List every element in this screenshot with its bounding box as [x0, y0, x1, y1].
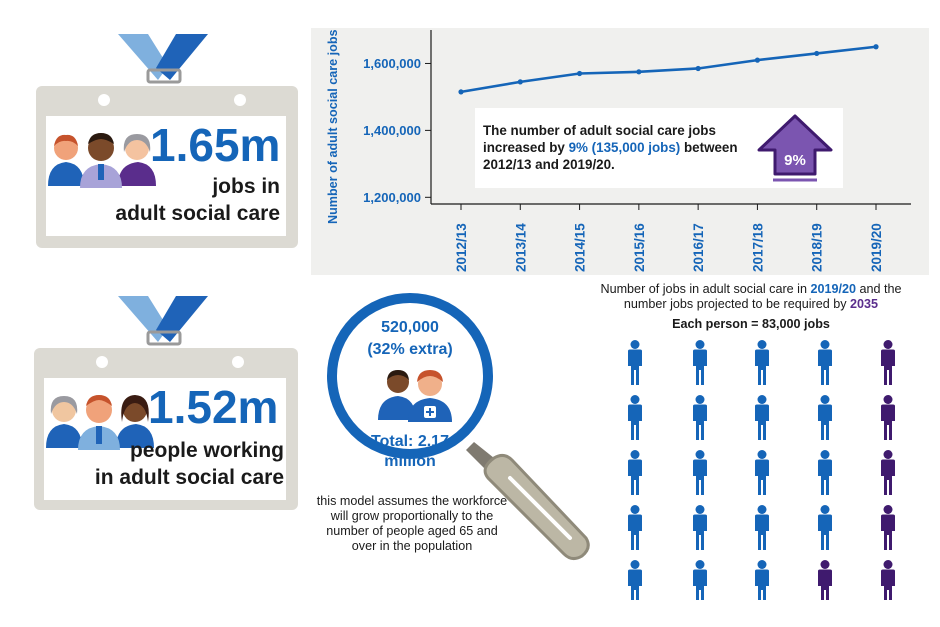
person-icon-projected	[881, 505, 895, 550]
person-head	[696, 340, 705, 349]
jobs-label-line2: adult social care	[115, 202, 280, 225]
person-body	[628, 570, 642, 601]
person-body	[693, 460, 707, 496]
series-line	[461, 47, 876, 92]
person-head	[821, 340, 830, 349]
person-head	[821, 395, 830, 404]
growth-callout	[475, 108, 843, 188]
jobs-label-line1: jobs in	[212, 175, 280, 198]
person-icon-current	[693, 395, 707, 440]
lanyard-icon	[118, 34, 214, 88]
callout-highlight: 9% (135,000 jobs)	[568, 140, 681, 155]
person-head	[821, 450, 830, 459]
x-tick-label: 2015/16	[631, 223, 647, 272]
person-body	[628, 460, 642, 496]
person-icon-projected	[881, 560, 895, 600]
y-tick-label: 1,400,000	[363, 122, 421, 138]
person-icon-current	[755, 450, 769, 495]
data-point	[814, 51, 819, 56]
y-tick-label: 1,200,000	[363, 189, 421, 205]
person-icon-current	[818, 505, 832, 550]
person-body	[818, 405, 832, 441]
person-icon-current	[693, 340, 707, 385]
person-body	[755, 350, 769, 386]
total-line1: Total: 2.17	[371, 433, 449, 450]
y-axis-label: Number of adult social care jobs	[326, 29, 340, 224]
pictogram-year-2035: 2035	[850, 297, 879, 311]
data-point	[577, 71, 582, 76]
person-body	[755, 515, 769, 551]
person-body	[755, 405, 769, 441]
y-tick-label: 1,600,000	[363, 55, 421, 71]
data-point	[696, 66, 701, 71]
callout-text-c: between 2012/13 and 2019/20.	[483, 140, 738, 172]
person-head	[696, 395, 705, 404]
data-point	[458, 89, 463, 94]
person-icon-current	[755, 340, 769, 385]
person-head	[884, 395, 893, 404]
person-head	[631, 560, 640, 569]
projection-note: this model assumes the workforce will grow proportionally to the number of people aged 65 and over in the population	[316, 494, 508, 553]
person-body	[881, 515, 895, 551]
lanyard-icon	[118, 296, 214, 350]
person-head	[758, 505, 767, 514]
extra-jobs-value: 520,000	[381, 319, 439, 336]
person-body	[693, 350, 707, 386]
person-head	[631, 340, 640, 349]
person-pictogram	[600, 330, 920, 600]
x-tick-label: 2017/18	[750, 223, 766, 272]
person-body	[755, 460, 769, 496]
person-icon-current	[628, 395, 642, 440]
x-tick-label: 2013/14	[513, 223, 529, 272]
badge-hole	[234, 94, 246, 106]
person-icon-current	[818, 340, 832, 385]
up-arrow-icon	[757, 114, 833, 184]
arrow-percent: 9%	[784, 152, 806, 169]
person-icon-projected	[881, 450, 895, 495]
data-point	[755, 58, 760, 63]
person-head	[884, 340, 893, 349]
person-body	[818, 460, 832, 496]
person-icon-current	[693, 560, 707, 600]
person-body	[755, 570, 769, 601]
x-tick-label: 2018/19	[809, 223, 825, 272]
data-point	[873, 44, 878, 49]
care-workers-icon	[378, 366, 452, 422]
people-label-line1: people working	[129, 439, 284, 462]
people-count: 1.52m	[148, 381, 279, 433]
person-head	[758, 450, 767, 459]
person-head	[884, 560, 893, 569]
person-icon-current	[818, 450, 832, 495]
person-icon-current	[693, 505, 707, 550]
pictogram-title-b: and the number jobs projected to be required by	[623, 282, 902, 311]
data-point	[636, 69, 641, 74]
person-body	[693, 405, 707, 441]
person-body	[628, 405, 642, 441]
pictogram-title	[586, 282, 916, 312]
person-head	[696, 505, 705, 514]
person-icon-current	[628, 560, 642, 600]
data-point	[518, 79, 523, 84]
person-body	[818, 570, 832, 601]
person-icon-current	[628, 340, 642, 385]
person-head	[821, 560, 830, 569]
person-icon-projected	[881, 395, 895, 440]
pictogram-subtitle: Each person = 83,000 jobs	[672, 317, 830, 331]
person-head	[884, 505, 893, 514]
person-head	[821, 505, 830, 514]
badge-hole	[232, 356, 244, 368]
person-icon-current	[818, 395, 832, 440]
person-icon-current	[693, 450, 707, 495]
callout-text	[483, 122, 753, 173]
person-head	[758, 560, 767, 569]
x-tick-label: 2016/17	[691, 223, 707, 272]
x-tick-label: 2019/20	[869, 223, 884, 272]
person-icon-current	[628, 505, 642, 550]
person-head	[631, 395, 640, 404]
person-body	[628, 350, 642, 386]
person-body	[818, 350, 832, 386]
jobs-count: 1.65m	[150, 119, 281, 171]
callout-text-a: The number of adult social care jobs increased by	[483, 123, 716, 155]
badge-hole	[98, 94, 110, 106]
person-head	[758, 395, 767, 404]
person-body	[693, 570, 707, 601]
person-body	[881, 570, 895, 601]
person-head	[631, 505, 640, 514]
person-icon-projected	[818, 560, 832, 600]
extra-jobs-percent: (32% extra)	[367, 341, 453, 358]
person-head	[696, 450, 705, 459]
person-head	[758, 340, 767, 349]
person-icon-current	[755, 395, 769, 440]
person-icon-current	[755, 560, 769, 600]
person-body	[881, 405, 895, 441]
person-icon-current	[628, 450, 642, 495]
total-line2: million	[384, 453, 436, 470]
person-icon-projected	[881, 340, 895, 385]
pictogram-title-a: Number of jobs in adult social care in	[600, 282, 811, 296]
pictogram-year-2019: 2019/20	[810, 282, 856, 296]
person-body	[881, 350, 895, 386]
x-tick-label: 2014/15	[572, 223, 588, 272]
people-label-line2: in adult social care	[94, 466, 284, 489]
person-head	[631, 450, 640, 459]
person-body	[628, 515, 642, 551]
x-tick-label: 2012/13	[454, 223, 469, 272]
person-body	[693, 515, 707, 551]
person-body	[818, 515, 832, 551]
badge-hole	[96, 356, 108, 368]
person-icon-current	[755, 505, 769, 550]
person-head	[884, 450, 893, 459]
person-head	[696, 560, 705, 569]
person-body	[881, 460, 895, 496]
